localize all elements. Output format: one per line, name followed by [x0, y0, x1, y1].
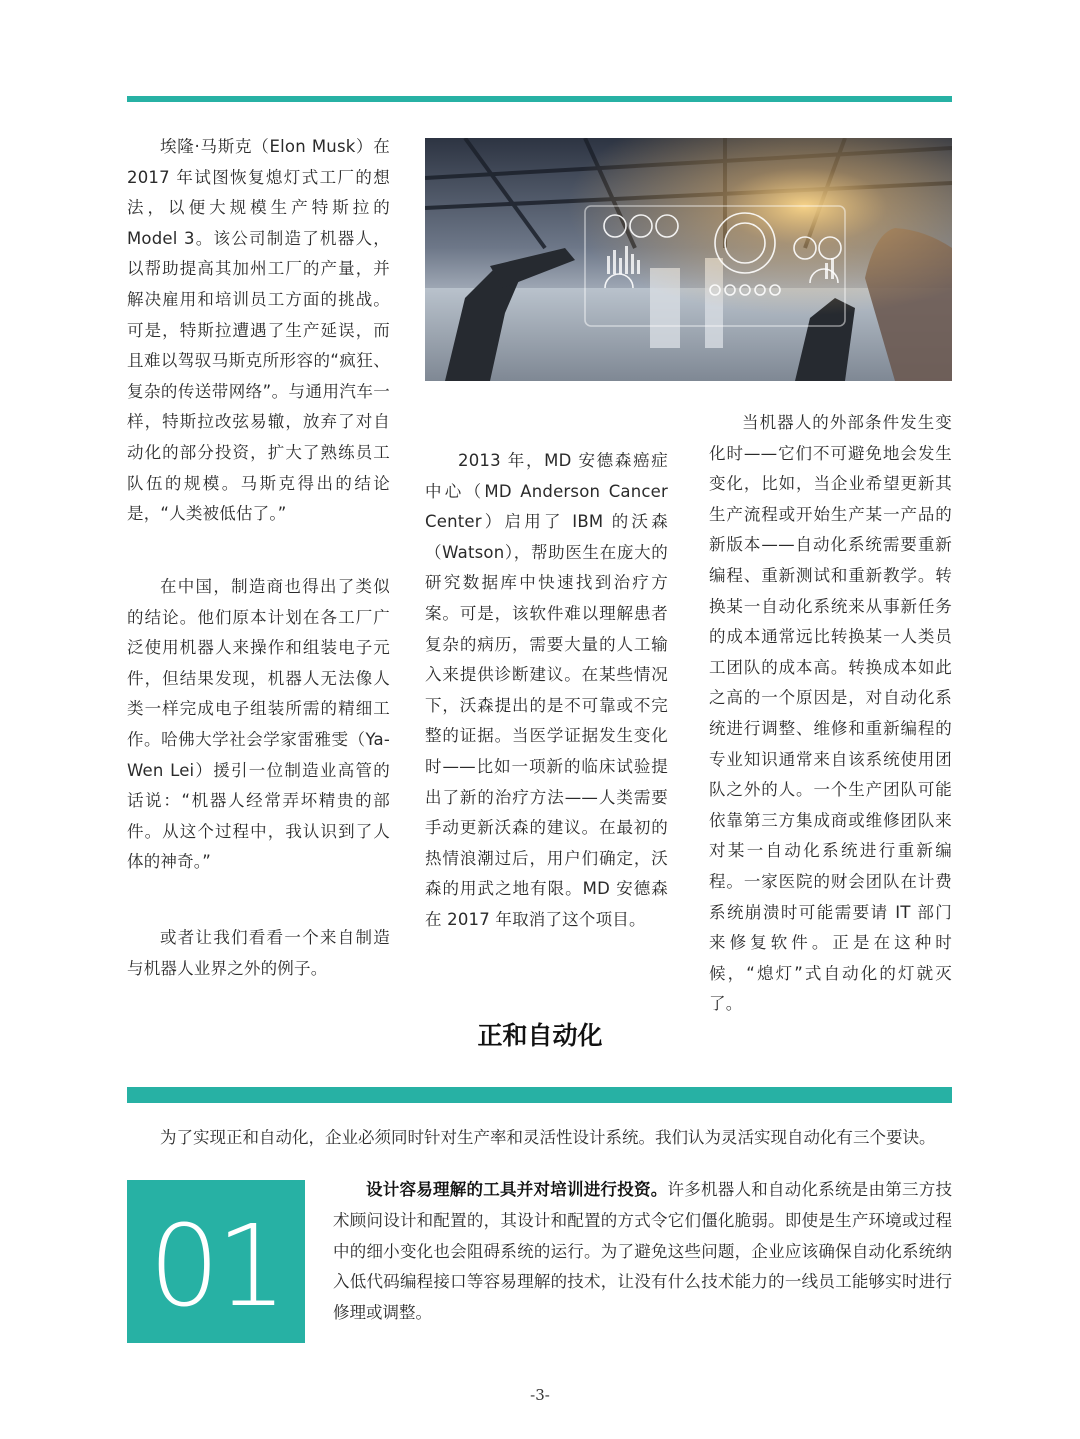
page-number: -3-: [530, 1386, 550, 1404]
item1-heading: 设计容易理解的工具并对培训进行投资。: [366, 1180, 668, 1199]
section-accent-bar: [127, 1087, 952, 1103]
item-number-box: [127, 1180, 305, 1343]
item-number: 01: [148, 1201, 284, 1332]
column3-paragraph-1: 当机器人的外部条件发生变化时——它们不可避免地会发生变化，比如，当企业希望更新其生产流程或开始生产某一产品的新版本——自动化系统需要重新编程、重新测试和重新教学。转换某一自动化系统来从事新任务的成本通常远比转换某一人类员工团队的成本高。转换成本如此之高的一个原因是，对自动化系统进行调整、维修和重新编程的专业知识通常来自该系统使用团队之外的人。一个生产团队可能依靠第三方集成商或维修团队来对某一自动化系统进行重新编程。一家医院的财会团队在计费系统崩溃时可能需要请 IT 部门来修复软件。正是在这种时候，“熄灯”式自动化的灯就灭了。: [709, 413, 952, 1014]
item1-body: 许多机器人和自动化系统是由第三方技术顾问设计和配置的，其设计和配置的方式令它们僵化脆弱。即使是生产环境或过程中的细小变化也会阻碍系统的运行。为了避免这些问题，企业应该确保自动化系统纳入低代码编程接口等容易理解的技术，让没有什么技术能力的一线员工能够实时进行修理或调整。: [333, 1180, 952, 1323]
column1-paragraph-1: 埃隆·马斯克（Elon Musk）在 2017 年试图恢复熄灯式工厂的想法，以便大规模生产特斯拉的 Model 3。该公司制造了机器人，以帮助提高其加州工厂的产量，并解决雇用和培训员工方面的挑战。可是，特斯拉遭遇了生产延误，而且难以驾驭马斯克所形容的“疯狂、复杂的传送带网络”。与通用汽车一样，特斯拉改弦易辙，放弃了对自动化的部分投资，扩大了熟练员工队伍的规模。马斯克得出的结论是，“人类被低估了。”: [127, 137, 390, 524]
factory-robot-photo: [425, 138, 952, 381]
column1-paragraph-3: 或者让我们看看一个来自制造与机器人业界之外的例子。: [127, 928, 390, 978]
section-title: 正和自动化: [477, 1021, 603, 1050]
top-accent-rule: [127, 96, 952, 102]
column2-paragraph-1: 2013 年，MD 安德森癌症中心（MD Anderson Cancer Center）启用了 IBM 的沃森（Watson），帮助医生在庞大的研究数据库中快速找到治疗方案。可是，该软件难以理解患者复杂的病历，需要大量的人工输入来提供诊断建议。在某些情况下，沃森提出的是不可靠或不完整的证据。当医学证据发生变化时——比如一项新的临床试验提出了新的治疗方法——人类需要手动更新沃森的建议。在最初的热情浪潮过后，用户们确定，沃森的用武之地有限。MD 安德森在 2017 年取消了这个项目。: [425, 451, 668, 929]
column1-paragraph-2: 在中国，制造商也得出了类似的结论。他们原本计划在各工厂广泛使用机器人来操作和组装电子元件，但结果发现，机器人无法像人类一样完成电子组装所需的精细工作。哈佛大学社会学家雷雅雯（Ya-Wen Lei）援引一位制造业高管的话说：“机器人经常弄坏精贵的部件。从这个过程中，我认识到了人体的神奇。”: [127, 577, 390, 872]
item1-paragraph: [333, 1175, 952, 1329]
section-intro: 为了实现正和自动化，企业必须同时针对生产率和灵活性设计系统。我们认为灵活实现自动化有三个要诀。: [160, 1128, 936, 1147]
